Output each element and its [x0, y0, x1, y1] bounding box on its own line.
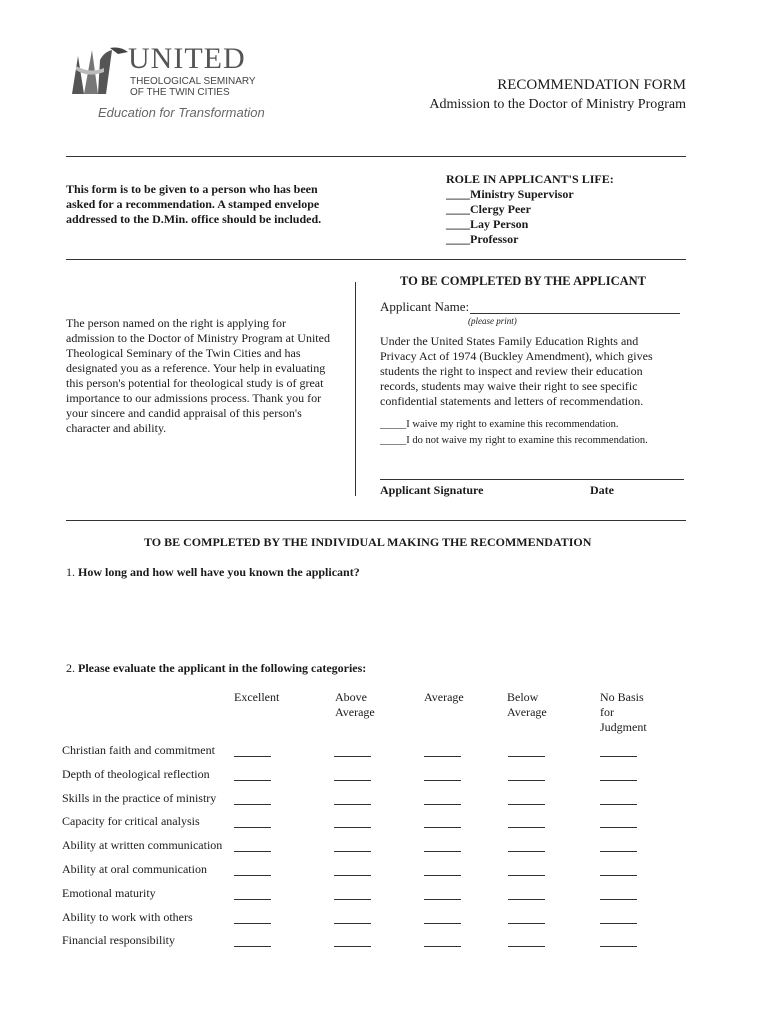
rating-blank-average[interactable]	[424, 827, 461, 828]
not-waive-option[interactable]: _____I do not waive my right to examine this recommendation.	[380, 435, 648, 446]
rating-blank-below-average[interactable]	[508, 851, 545, 852]
rating-blank-average[interactable]	[424, 923, 461, 924]
rating-category-label: Capacity for critical analysis	[62, 814, 200, 829]
signature-line[interactable]	[380, 479, 684, 480]
rating-blank-excellent[interactable]	[234, 923, 271, 924]
role-option[interactable]: ____Clergy Peer	[446, 202, 531, 216]
rating-blank-no-basis[interactable]	[600, 899, 637, 900]
rating-blank-below-average[interactable]	[508, 780, 545, 781]
date-label: Date	[590, 483, 614, 497]
logo-name: UNITED	[128, 42, 246, 75]
applicant-name-label: Applicant Name:	[380, 299, 470, 314]
divider	[66, 520, 686, 521]
col-above-average	[335, 690, 375, 720]
question-2-text: Please evaluate the applicant in the following categories:	[78, 661, 367, 675]
col-nobasis-line1: No Basis	[600, 690, 644, 704]
signature-label: Applicant Signature	[380, 483, 484, 497]
rating-blank-above-average[interactable]	[334, 756, 371, 757]
role-option[interactable]: ____Ministry Supervisor	[446, 187, 574, 201]
rating-blank-below-average[interactable]	[508, 923, 545, 924]
rating-blank-above-average[interactable]	[334, 923, 371, 924]
rating-category-label: Skills in the practice of ministry	[62, 790, 217, 805]
rating-row	[62, 814, 702, 832]
rating-row	[62, 791, 702, 809]
rating-row	[62, 910, 702, 928]
rating-blank-excellent[interactable]	[234, 827, 271, 828]
rating-category-label: Financial responsibility	[62, 933, 175, 948]
rating-blank-above-average[interactable]	[334, 827, 371, 828]
question-1-number: 1.	[66, 565, 75, 579]
rating-blank-excellent[interactable]	[234, 899, 271, 900]
col-average: Average	[424, 690, 464, 704]
role-heading: ROLE IN APPLICANT'S LIFE:	[446, 172, 614, 186]
rating-blank-above-average[interactable]	[334, 780, 371, 781]
rating-blank-above-average[interactable]	[334, 946, 371, 947]
role-option[interactable]: ____Lay Person	[446, 217, 529, 231]
name-hint: (please print)	[468, 316, 517, 326]
rating-blank-average[interactable]	[424, 756, 461, 757]
rating-blank-excellent[interactable]	[234, 756, 271, 757]
question-1	[66, 565, 360, 580]
rating-category-label: Emotional maturity	[62, 885, 156, 900]
rating-blank-average[interactable]	[424, 946, 461, 947]
rating-blank-below-average[interactable]	[508, 756, 545, 757]
rating-row	[62, 933, 702, 951]
rating-row	[62, 743, 702, 761]
divider	[66, 156, 686, 157]
col-excellent: Excellent	[234, 690, 280, 704]
logo-line2: OF THE TWIN CITIES	[130, 87, 230, 98]
rating-blank-above-average[interactable]	[334, 851, 371, 852]
vertical-divider	[355, 282, 356, 496]
rating-blank-above-average[interactable]	[334, 804, 371, 805]
rating-blank-average[interactable]	[424, 899, 461, 900]
rating-blank-no-basis[interactable]	[600, 780, 637, 781]
rating-category-label: Ability at oral communication	[62, 862, 207, 876]
privacy-text: Under the United States Family Education Rights and Privacy Act of 1974 (Buckley Amendment), which gives students the right to inspect and review their education records, students may waive their right to see specific confidential statements and letters of recommendation.	[380, 334, 653, 408]
rating-blank-above-average[interactable]	[334, 875, 371, 876]
rating-category-label: Ability at written communication	[62, 838, 223, 853]
col-nobasis-line3: Judgment	[600, 720, 647, 734]
rating-blank-no-basis[interactable]	[600, 875, 637, 876]
rating-blank-average[interactable]	[424, 780, 461, 781]
rating-blank-average[interactable]	[424, 851, 461, 852]
rating-blank-above-average[interactable]	[334, 899, 371, 900]
rating-blank-no-basis[interactable]	[600, 827, 637, 828]
rating-blank-below-average[interactable]	[508, 827, 545, 828]
rating-category-label: Ability to work with others	[62, 909, 193, 924]
logo-tagline: Education for Transformation	[98, 105, 265, 120]
col-below-average	[507, 690, 547, 720]
rating-blank-no-basis[interactable]	[600, 923, 637, 924]
rating-category-label: Depth of theological reflection	[62, 766, 210, 781]
rating-row	[62, 886, 702, 904]
rating-blank-excellent[interactable]	[234, 946, 271, 947]
rating-blank-excellent[interactable]	[234, 780, 271, 781]
rating-blank-average[interactable]	[424, 875, 461, 876]
recommender-heading: TO BE COMPLETED BY THE INDIVIDUAL MAKING THE RECOMMENDATION	[144, 535, 592, 549]
rating-blank-average[interactable]	[424, 804, 461, 805]
rating-blank-no-basis[interactable]	[600, 946, 637, 947]
col-above-line1: Above	[335, 690, 367, 704]
waive-option[interactable]: _____I waive my right to examine this recommendation.	[380, 419, 619, 430]
rating-row	[62, 767, 702, 785]
intro-text: This form is to be given to a person who has been asked for a recommendation. A stamped envelope addressed to the D.Min. office should be included.	[66, 182, 322, 226]
logo-mark-icon	[70, 46, 130, 98]
question-1-text: How long and how well have you known the applicant?	[78, 565, 360, 579]
col-no-basis	[600, 690, 647, 735]
rating-blank-no-basis[interactable]	[600, 851, 637, 852]
rating-blank-no-basis[interactable]	[600, 756, 637, 757]
question-2-number: 2.	[66, 661, 75, 675]
form-subtitle: Admission to the Doctor of Ministry Program	[429, 97, 686, 112]
role-option[interactable]: ____Professor	[446, 232, 519, 246]
rating-blank-below-average[interactable]	[508, 899, 545, 900]
applicant-name-field[interactable]	[470, 313, 680, 314]
question-2	[66, 661, 366, 676]
rating-category-label: Christian faith and commitment	[62, 743, 215, 757]
applicant-heading: TO BE COMPLETED BY THE APPLICANT	[400, 274, 646, 288]
rating-blank-below-average[interactable]	[508, 804, 545, 805]
rating-blank-below-average[interactable]	[508, 875, 545, 876]
rating-blank-excellent[interactable]	[234, 804, 271, 805]
logo-line1: THEOLOGICAL SEMINARY	[130, 76, 256, 87]
seminary-logo	[70, 42, 265, 124]
col-below-line1: Below	[507, 690, 539, 704]
col-above-line2: Average	[335, 705, 375, 719]
rating-blank-excellent[interactable]	[234, 851, 271, 852]
form-title: RECOMMENDATION FORM	[497, 77, 686, 93]
rating-row	[62, 862, 702, 880]
rating-blank-excellent[interactable]	[234, 875, 271, 876]
rating-row	[62, 838, 702, 856]
rating-blank-below-average[interactable]	[508, 946, 545, 947]
col-below-line2: Average	[507, 705, 547, 719]
divider	[66, 259, 686, 260]
rating-blank-no-basis[interactable]	[600, 804, 637, 805]
col-nobasis-line2: for	[600, 705, 614, 719]
reference-note: The person named on the right is applying for admission to the Doctor of Ministry Program at United Theological Seminary of the Twin Cities and has designated you as a reference. Your help in evaluating this person's potential for theological study is of great importance to our admissions process. Thank you for your sincere and candid appraisal of this person's character and ability.	[66, 316, 330, 435]
